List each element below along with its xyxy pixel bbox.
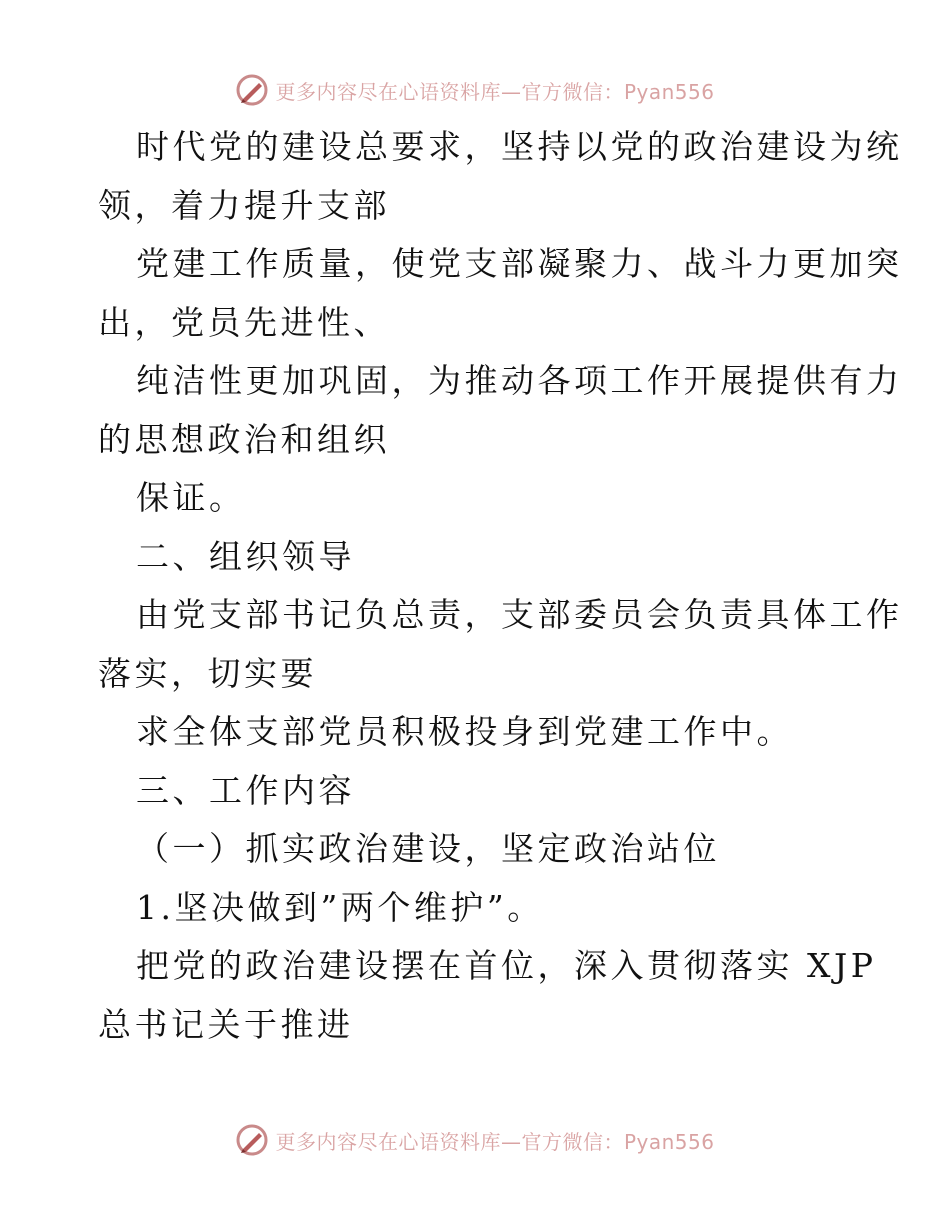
- paragraph-line: 领，着力提升支部: [98, 185, 390, 225]
- paragraph-line: 的思想政治和组织: [98, 419, 390, 459]
- paragraph-line: 把党的政治建设摆在首位，深入贯彻落实 XJP: [136, 946, 877, 985]
- paragraph-line: 由党支部书记负总责，支部委员会负责具体工作: [136, 595, 903, 634]
- header-banner: [0, 70, 950, 110]
- paragraph-line: 党建工作质量，使党支部凝聚力、战斗力更加突: [136, 244, 903, 283]
- numbered-item: 1.坚决做到”两个维护”。: [136, 887, 544, 927]
- footer-banner: [0, 1120, 950, 1160]
- footer-banner-text: 更多内容尽在心语资料库—官方微信：Pyan556: [275, 1129, 715, 1154]
- pen-circle-logo-icon: [235, 1123, 269, 1157]
- section-heading: 二、组织领导: [136, 536, 355, 576]
- paragraph-line: 纯洁性更加巩固，为推动各项工作开展提供有力: [136, 361, 903, 400]
- document-body: [98, 118, 903, 1054]
- paragraph-line: 求全体支部党员积极投身到党建工作中。: [136, 712, 793, 751]
- section-heading: 三、工作内容: [136, 770, 355, 810]
- pen-circle-logo-icon: [235, 73, 269, 107]
- subsection-heading: （一）抓实政治建设，坚定政治站位: [136, 829, 720, 868]
- header-banner-text: 更多内容尽在心语资料库—官方微信：Pyan556: [275, 79, 715, 104]
- paragraph-line: 总书记关于推进: [98, 1004, 354, 1044]
- paragraph-line: 落实，切实要: [98, 653, 317, 693]
- paragraph-line: 出，党员先进性、: [98, 302, 390, 342]
- paragraph-line: 保证。: [136, 478, 246, 517]
- paragraph-line: 时代党的建设总要求，坚持以党的政治建设为统: [136, 127, 903, 166]
